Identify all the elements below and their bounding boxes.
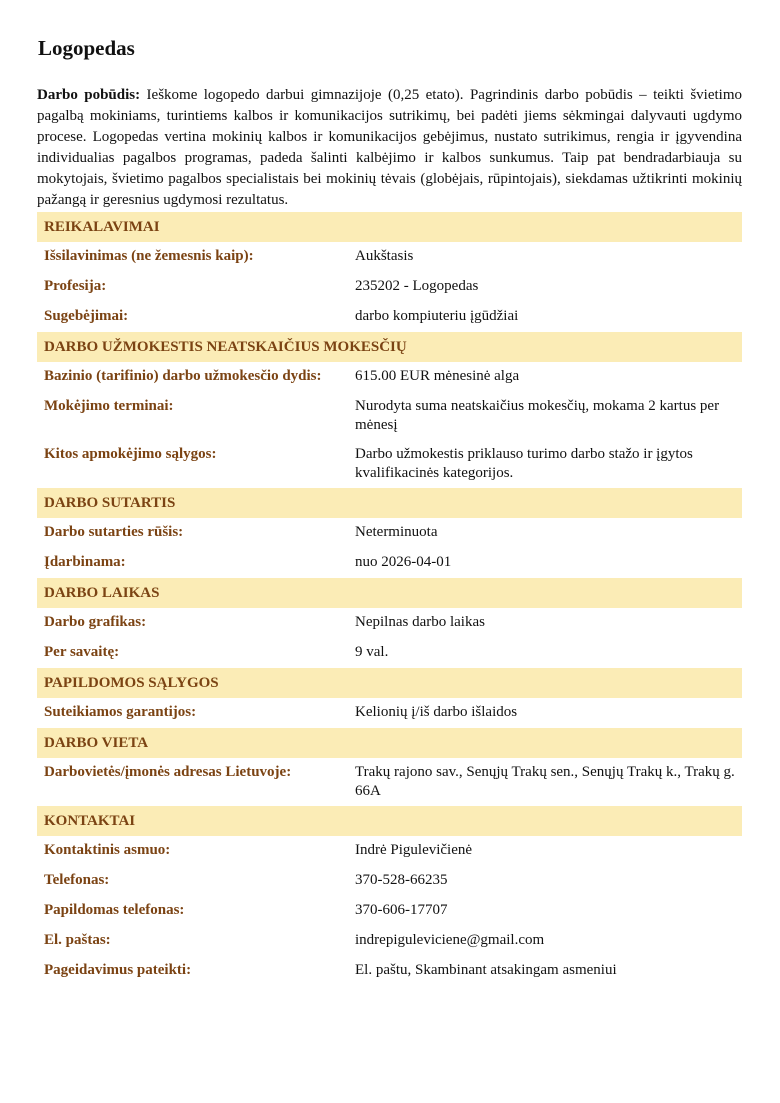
detail-row-hours-per-week: [37, 638, 742, 668]
detail-label: Darbovietės/įmonės adresas Lietuvoje:: [44, 764, 292, 780]
section-heading-workplace: DARBO VIETA: [37, 728, 742, 758]
detail-value: Indrė Pigulevičienė: [355, 842, 473, 858]
detail-label: Kontaktinis asmuo:: [44, 842, 171, 858]
detail-label: Darbo sutarties rūšis:: [44, 524, 184, 540]
detail-value: 370-528-66235: [355, 872, 448, 888]
job-details: [37, 212, 742, 986]
detail-label: Darbo grafikas:: [44, 614, 147, 630]
detail-row-profession: [37, 272, 742, 302]
detail-label: Bazinio (tarifinio) darbo užmokesčio dydis:: [44, 368, 322, 384]
detail-value: 9 val.: [355, 644, 389, 660]
section-heading-additional-conditions: PAPILDOMOS SĄLYGOS: [37, 668, 742, 698]
section-heading-contacts: KONTAKTAI: [37, 806, 742, 836]
detail-label: Suteikiamos garantijos:: [44, 704, 197, 720]
detail-label: Kitos apmokėjimo sąlygos:: [44, 446, 217, 462]
detail-label: El. paštas:: [44, 932, 111, 948]
detail-row-guarantees: [37, 698, 742, 728]
detail-row-email: [37, 926, 742, 956]
detail-value: nuo 2026-04-01: [355, 554, 452, 570]
detail-label: Per savaitę:: [44, 644, 120, 660]
detail-row-skills: [37, 302, 742, 332]
detail-row-phone: [37, 866, 742, 896]
detail-row-contract-type: [37, 518, 742, 548]
detail-label: Išsilavinimas (ne žemesnis kaip):: [44, 248, 254, 264]
page-title: Logopedas: [38, 36, 135, 60]
detail-row-other-payment-conditions: [37, 440, 742, 488]
detail-value: 370-606-17707: [355, 902, 448, 918]
detail-value: Nurodyta suma neatskaičius mokesčių, mokama 2 kartus per mėnesį: [355, 398, 720, 433]
detail-label: Papildomas telefonas:: [44, 902, 185, 918]
job-description: [37, 85, 742, 211]
section-heading-contract: DARBO SUTARTIS: [37, 488, 742, 518]
detail-label: Mokėjimo terminai:: [44, 398, 174, 414]
detail-row-submit-via: [37, 956, 742, 986]
detail-value: Nepilnas darbo laikas: [355, 614, 485, 630]
detail-value: Neterminuota: [355, 524, 438, 540]
detail-row-schedule: [37, 608, 742, 638]
detail-value: 235202 - Logopedas: [355, 278, 479, 294]
detail-label: Įdarbinama:: [44, 554, 126, 570]
detail-row-contact-person: [37, 836, 742, 866]
detail-label: Profesija:: [44, 278, 107, 294]
job-description-text: Ieškome logopedo darbui gimnazijoje (0,25 etato). Pagrindinis darbo pobūdis – teikti švietimo pagalbą mokiniams, turintiems kalbos ir komunikacijos sutrikimų, bei padėti jiems sėkmingai dalyvauti ugdymo procese. Logopedas vertina mokinių kalbos ir komunikacijos gebėjimus, nustato sutrikimus, rengia ir įgyvendina individualias pagalbos programas, padeda šalinti kalbėjimo ir kalbos sunkumus. Taip pat bendradarbiauja su mokytojais, švietimo pagalbos specialistais bei mokinių tėvais (globėjais, rūpintojais), siekdamas užtikrinti mokinių pažangą ir geresnius ugdymosi rezultatus.: [37, 87, 742, 208]
detail-label: Sugebėjimai:: [44, 308, 129, 324]
detail-label: Telefonas:: [44, 872, 110, 888]
detail-label: Pageidavimus pateikti:: [44, 962, 192, 978]
detail-value: indrepiguleviciene@gmail.com: [355, 932, 545, 948]
detail-value: darbo kompiuteriu įgūdžiai: [355, 308, 519, 324]
detail-row-payment-terms: [37, 392, 742, 440]
detail-row-base-salary: [37, 362, 742, 392]
detail-value: Darbo užmokestis priklauso turimo darbo stažo ir įgytos kvalifikacinės kategorijos.: [355, 446, 693, 481]
section-heading-salary: DARBO UŽMOKESTIS NEATSKAIČIUS MOKESČIŲ: [37, 332, 742, 362]
detail-row-start-date: [37, 548, 742, 578]
section-heading-requirements: REIKALAVIMAI: [37, 212, 742, 242]
detail-value: 615.00 EUR mėnesinė alga: [355, 368, 520, 384]
section-heading-working-time: DARBO LAIKAS: [37, 578, 742, 608]
detail-value: Aukštasis: [355, 248, 414, 264]
detail-value: Trakų rajono sav., Senųjų Trakų sen., Senųjų Trakų k., Trakų g. 66A: [355, 764, 735, 799]
detail-value: El. paštu, Skambinant atsakingam asmeniui: [355, 962, 617, 978]
detail-row-additional-phone: [37, 896, 742, 926]
detail-row-address: [37, 758, 742, 806]
detail-value: Kelionių į/iš darbo išlaidos: [355, 704, 518, 720]
job-description-label: Darbo pobūdis:: [37, 87, 141, 103]
detail-row-education: [37, 242, 742, 272]
